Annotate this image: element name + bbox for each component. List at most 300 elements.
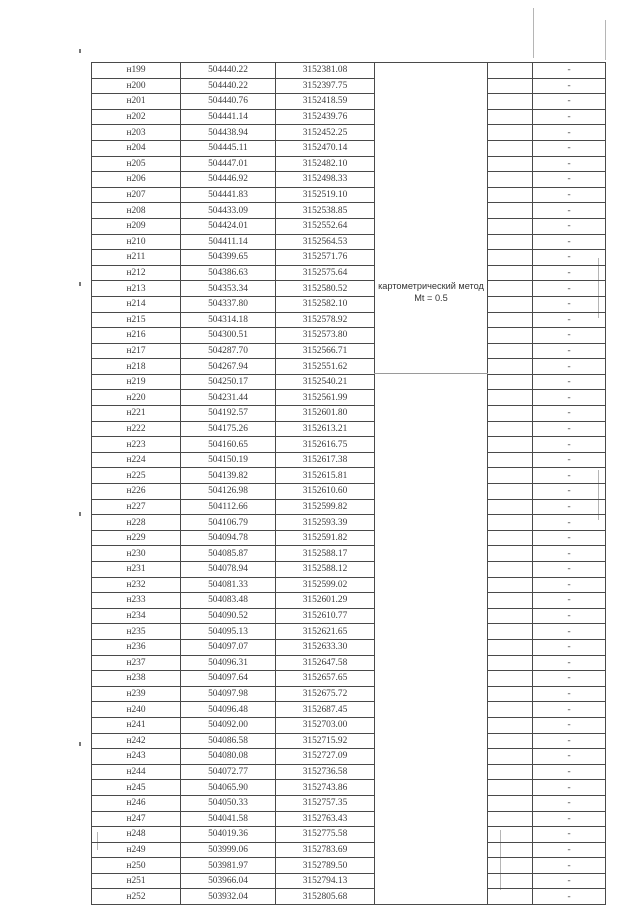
table-row [92,328,606,344]
dash-cell: - [533,218,606,234]
table-row [92,265,606,281]
x-coordinate-cell: 504081.33 [181,577,276,593]
point-id-cell: н222 [92,421,181,437]
point-id-cell: н224 [92,452,181,468]
empty-cell [488,811,533,827]
y-coordinate-cell: 3152566.71 [276,343,375,359]
table-row [92,686,606,702]
dash-cell: - [533,406,606,422]
point-id-cell: н221 [92,406,181,422]
empty-cell [488,889,533,905]
point-id-cell: н223 [92,437,181,453]
point-id-cell: н228 [92,515,181,531]
x-coordinate-cell: 504353.34 [181,281,276,297]
x-coordinate-cell: 504447.01 [181,156,276,172]
dash-cell: - [533,811,606,827]
x-coordinate-cell: 504314.18 [181,312,276,328]
point-id-cell: н227 [92,499,181,515]
dash-cell: - [533,203,606,219]
method-note [375,280,487,304]
x-coordinate-cell: 504441.83 [181,187,276,203]
scan-tick [79,282,81,286]
empty-cell [488,374,533,390]
dash-cell: - [533,655,606,671]
empty-cell [488,671,533,687]
y-coordinate-cell: 3152578.92 [276,312,375,328]
y-coordinate-cell: 3152601.80 [276,406,375,422]
y-coordinate-cell: 3152633.30 [276,639,375,655]
dash-cell: - [533,187,606,203]
table-row [92,624,606,640]
x-coordinate-cell: 504438.94 [181,125,276,141]
point-id-cell: н210 [92,234,181,250]
table-row [92,717,606,733]
x-coordinate-cell: 504399.65 [181,250,276,266]
y-coordinate-cell: 3152805.68 [276,889,375,905]
y-coordinate-cell: 3152736.58 [276,764,375,780]
y-coordinate-cell: 3152617.38 [276,452,375,468]
point-id-cell: н236 [92,639,181,655]
x-coordinate-cell: 504078.94 [181,562,276,578]
empty-cell [488,203,533,219]
table-row [92,234,606,250]
empty-cell [488,686,533,702]
point-id-cell: н211 [92,250,181,266]
empty-cell [488,250,533,266]
y-coordinate-cell: 3152540.21 [276,374,375,390]
dash-cell: - [533,312,606,328]
empty-cell [488,328,533,344]
dash-cell: - [533,296,606,312]
dash-cell: - [533,234,606,250]
x-coordinate-cell: 504041.58 [181,811,276,827]
dash-cell: - [533,733,606,749]
point-id-cell: н238 [92,671,181,687]
table-row [92,468,606,484]
table-row [92,343,606,359]
point-id-cell: н213 [92,281,181,297]
empty-cell [488,624,533,640]
dash-cell: - [533,343,606,359]
point-id-cell: н242 [92,733,181,749]
x-coordinate-cell: 504095.13 [181,624,276,640]
point-id-cell: н246 [92,795,181,811]
table-row [92,546,606,562]
dash-cell: - [533,873,606,889]
empty-cell [488,125,533,141]
x-coordinate-cell: 504112.66 [181,499,276,515]
x-coordinate-cell: 504086.58 [181,733,276,749]
x-coordinate-cell: 504065.90 [181,780,276,796]
table-row [92,577,606,593]
dash-cell: - [533,359,606,375]
table-row [92,63,606,79]
scan-tick [79,49,81,53]
point-id-cell: н247 [92,811,181,827]
y-coordinate-cell: 3152482.10 [276,156,375,172]
point-id-cell: н220 [92,390,181,406]
table-row [92,125,606,141]
empty-cell [488,468,533,484]
x-coordinate-cell: 503999.06 [181,842,276,858]
point-id-cell: н212 [92,265,181,281]
method-note-line: Mt = 0.5 [414,293,448,303]
empty-cell [488,733,533,749]
point-id-cell: н214 [92,296,181,312]
x-coordinate-cell: 504411.14 [181,234,276,250]
table-row [92,421,606,437]
empty-cell [488,530,533,546]
point-id-cell: н201 [92,94,181,110]
x-coordinate-cell: 504441.14 [181,109,276,125]
scan-artifact [605,20,606,60]
x-coordinate-cell: 504094.78 [181,530,276,546]
dash-cell: - [533,109,606,125]
dash-cell: - [533,437,606,453]
y-coordinate-cell: 3152599.02 [276,577,375,593]
point-id-cell: н250 [92,858,181,874]
point-id-cell: н229 [92,530,181,546]
empty-cell [488,749,533,765]
table-row [92,359,606,375]
point-id-cell: н232 [92,577,181,593]
empty-cell [488,452,533,468]
y-coordinate-cell: 3152789.50 [276,858,375,874]
y-coordinate-cell: 3152687.45 [276,702,375,718]
table-row [92,296,606,312]
point-id-cell: н244 [92,764,181,780]
empty-cell [488,577,533,593]
coordinates-table-body [92,63,606,905]
dash-cell: - [533,702,606,718]
dash-cell: - [533,452,606,468]
point-id-cell: н199 [92,63,181,79]
table-row [92,172,606,188]
table-row [92,873,606,889]
table-row [92,515,606,531]
y-coordinate-cell: 3152552.64 [276,218,375,234]
x-coordinate-cell: 504139.82 [181,468,276,484]
dash-cell: - [533,421,606,437]
table-row [92,827,606,843]
point-id-cell: н226 [92,484,181,500]
y-coordinate-cell: 3152657.65 [276,671,375,687]
empty-cell [488,94,533,110]
dash-cell: - [533,468,606,484]
y-coordinate-cell: 3152418.59 [276,94,375,110]
table-row [92,499,606,515]
empty-cell [488,109,533,125]
x-coordinate-cell: 504092.00 [181,717,276,733]
y-coordinate-cell: 3152582.10 [276,296,375,312]
point-id-cell: н251 [92,873,181,889]
x-coordinate-cell: 504267.94 [181,359,276,375]
point-id-cell: н239 [92,686,181,702]
point-id-cell: н240 [92,702,181,718]
y-coordinate-cell: 3152519.10 [276,187,375,203]
table-row [92,250,606,266]
x-coordinate-cell: 504424.01 [181,218,276,234]
x-coordinate-cell: 503932.04 [181,889,276,905]
y-coordinate-cell: 3152715.92 [276,733,375,749]
x-coordinate-cell: 504096.31 [181,655,276,671]
dash-cell: - [533,639,606,655]
y-coordinate-cell: 3152593.39 [276,515,375,531]
y-coordinate-cell: 3152794.13 [276,873,375,889]
empty-cell [488,156,533,172]
dash-cell: - [533,281,606,297]
method-note-line: картометрический метод [378,281,484,291]
table-row [92,593,606,609]
point-id-cell: н243 [92,749,181,765]
table-row [92,390,606,406]
empty-cell [488,702,533,718]
table-row [92,655,606,671]
empty-cell [488,359,533,375]
y-coordinate-cell: 3152551.62 [276,359,375,375]
scan-artifact [533,8,534,58]
point-id-cell: н231 [92,562,181,578]
dash-cell: - [533,484,606,500]
empty-cell [488,187,533,203]
empty-cell [488,437,533,453]
empty-cell [488,343,533,359]
point-id-cell: н202 [92,109,181,125]
table-row [92,608,606,624]
table-row [92,218,606,234]
empty-cell [488,234,533,250]
x-coordinate-cell: 504090.52 [181,608,276,624]
y-coordinate-cell: 3152538.85 [276,203,375,219]
x-coordinate-cell: 504019.36 [181,827,276,843]
point-id-cell: н248 [92,827,181,843]
dash-cell: - [533,780,606,796]
y-coordinate-cell: 3152470.14 [276,140,375,156]
x-coordinate-cell: 504085.87 [181,546,276,562]
dash-cell: - [533,530,606,546]
x-coordinate-cell: 504097.64 [181,671,276,687]
dash-cell: - [533,515,606,531]
point-id-cell: н204 [92,140,181,156]
x-coordinate-cell: 504080.08 [181,749,276,765]
dash-cell: - [533,686,606,702]
dash-cell: - [533,328,606,344]
empty-cell [488,78,533,94]
empty-cell [488,827,533,843]
table-row [92,156,606,172]
point-id-cell: н208 [92,203,181,219]
y-coordinate-cell: 3152571.76 [276,250,375,266]
y-coordinate-cell: 3152381.08 [276,63,375,79]
point-id-cell: н219 [92,374,181,390]
y-coordinate-cell: 3152580.52 [276,281,375,297]
table-row [92,484,606,500]
table-row [92,78,606,94]
point-id-cell: н218 [92,359,181,375]
y-coordinate-cell: 3152610.60 [276,484,375,500]
dash-cell: - [533,827,606,843]
x-coordinate-cell: 504440.76 [181,94,276,110]
x-coordinate-cell: 504097.07 [181,639,276,655]
point-id-cell: н230 [92,546,181,562]
method-cell [375,63,488,905]
y-coordinate-cell: 3152588.17 [276,546,375,562]
empty-cell [488,780,533,796]
empty-cell [488,593,533,609]
dash-cell: - [533,858,606,874]
table-row [92,406,606,422]
empty-cell [488,421,533,437]
y-coordinate-cell: 3152675.72 [276,686,375,702]
x-coordinate-cell: 504106.79 [181,515,276,531]
dash-cell: - [533,140,606,156]
method-divider-line [374,373,488,374]
dash-cell: - [533,717,606,733]
x-coordinate-cell: 504300.51 [181,328,276,344]
y-coordinate-cell: 3152703.00 [276,717,375,733]
dash-cell: - [533,156,606,172]
empty-cell [488,296,533,312]
dash-cell: - [533,795,606,811]
point-id-cell: н205 [92,156,181,172]
point-id-cell: н200 [92,78,181,94]
dash-cell: - [533,374,606,390]
point-id-cell: н252 [92,889,181,905]
y-coordinate-cell: 3152599.82 [276,499,375,515]
empty-cell [488,312,533,328]
dash-cell: - [533,593,606,609]
x-coordinate-cell: 504175.26 [181,421,276,437]
x-coordinate-cell: 504446.92 [181,172,276,188]
point-id-cell: н217 [92,343,181,359]
point-id-cell: н215 [92,312,181,328]
x-coordinate-cell: 504287.70 [181,343,276,359]
table-row [92,764,606,780]
empty-cell [488,639,533,655]
dash-cell: - [533,390,606,406]
dash-cell: - [533,546,606,562]
empty-cell [488,608,533,624]
dash-cell: - [533,608,606,624]
dash-cell: - [533,749,606,765]
x-coordinate-cell: 504150.19 [181,452,276,468]
table-row [92,858,606,874]
y-coordinate-cell: 3152757.35 [276,795,375,811]
table-row [92,437,606,453]
x-coordinate-cell: 504440.22 [181,63,276,79]
dash-cell: - [533,250,606,266]
y-coordinate-cell: 3152452.25 [276,125,375,141]
empty-cell [488,562,533,578]
dash-cell: - [533,842,606,858]
x-coordinate-cell: 504440.22 [181,78,276,94]
x-coordinate-cell: 504097.98 [181,686,276,702]
point-id-cell: н207 [92,187,181,203]
empty-cell [488,858,533,874]
table-row [92,187,606,203]
y-coordinate-cell: 3152621.65 [276,624,375,640]
y-coordinate-cell: 3152763.43 [276,811,375,827]
point-id-cell: н234 [92,608,181,624]
y-coordinate-cell: 3152615.81 [276,468,375,484]
empty-cell [488,390,533,406]
table-row [92,203,606,219]
empty-cell [488,717,533,733]
empty-cell [488,764,533,780]
scan-tick [79,512,81,516]
y-coordinate-cell: 3152616.75 [276,437,375,453]
dash-cell: - [533,562,606,578]
x-coordinate-cell: 504072.77 [181,764,276,780]
dash-cell: - [533,671,606,687]
empty-cell [488,218,533,234]
table-row [92,312,606,328]
y-coordinate-cell: 3152498.33 [276,172,375,188]
empty-cell [488,499,533,515]
table-row [92,281,606,297]
empty-cell [488,140,533,156]
y-coordinate-cell: 3152575.64 [276,265,375,281]
dash-cell: - [533,78,606,94]
scan-tick [79,742,81,746]
y-coordinate-cell: 3152573.80 [276,328,375,344]
empty-cell [488,546,533,562]
x-coordinate-cell: 504386.63 [181,265,276,281]
x-coordinate-cell: 504083.48 [181,593,276,609]
empty-cell [488,795,533,811]
y-coordinate-cell: 3152775.58 [276,827,375,843]
dash-cell: - [533,624,606,640]
empty-cell [488,842,533,858]
table-row [92,842,606,858]
x-coordinate-cell: 504445.11 [181,140,276,156]
x-coordinate-cell: 504337.80 [181,296,276,312]
point-id-cell: н237 [92,655,181,671]
point-id-cell: н209 [92,218,181,234]
x-coordinate-cell: 504096.48 [181,702,276,718]
table-row [92,795,606,811]
x-coordinate-cell: 504160.65 [181,437,276,453]
point-id-cell: н203 [92,125,181,141]
y-coordinate-cell: 3152561.99 [276,390,375,406]
y-coordinate-cell: 3152613.21 [276,421,375,437]
table-row [92,780,606,796]
dash-cell: - [533,577,606,593]
y-coordinate-cell: 3152588.12 [276,562,375,578]
x-coordinate-cell: 504126.98 [181,484,276,500]
y-coordinate-cell: 3152647.58 [276,655,375,671]
y-coordinate-cell: 3152743.86 [276,780,375,796]
dash-cell: - [533,63,606,79]
y-coordinate-cell: 3152601.29 [276,593,375,609]
dash-cell: - [533,889,606,905]
y-coordinate-cell: 3152439.76 [276,109,375,125]
y-coordinate-cell: 3152610.77 [276,608,375,624]
empty-cell [488,281,533,297]
table-row [92,639,606,655]
empty-cell [488,655,533,671]
table-row [92,889,606,905]
empty-cell [488,172,533,188]
table-row [92,109,606,125]
table-row [92,671,606,687]
dash-cell: - [533,265,606,281]
y-coordinate-cell: 3152783.69 [276,842,375,858]
y-coordinate-cell: 3152727.09 [276,749,375,765]
table-row [92,562,606,578]
point-id-cell: н235 [92,624,181,640]
coordinates-table [91,62,606,905]
